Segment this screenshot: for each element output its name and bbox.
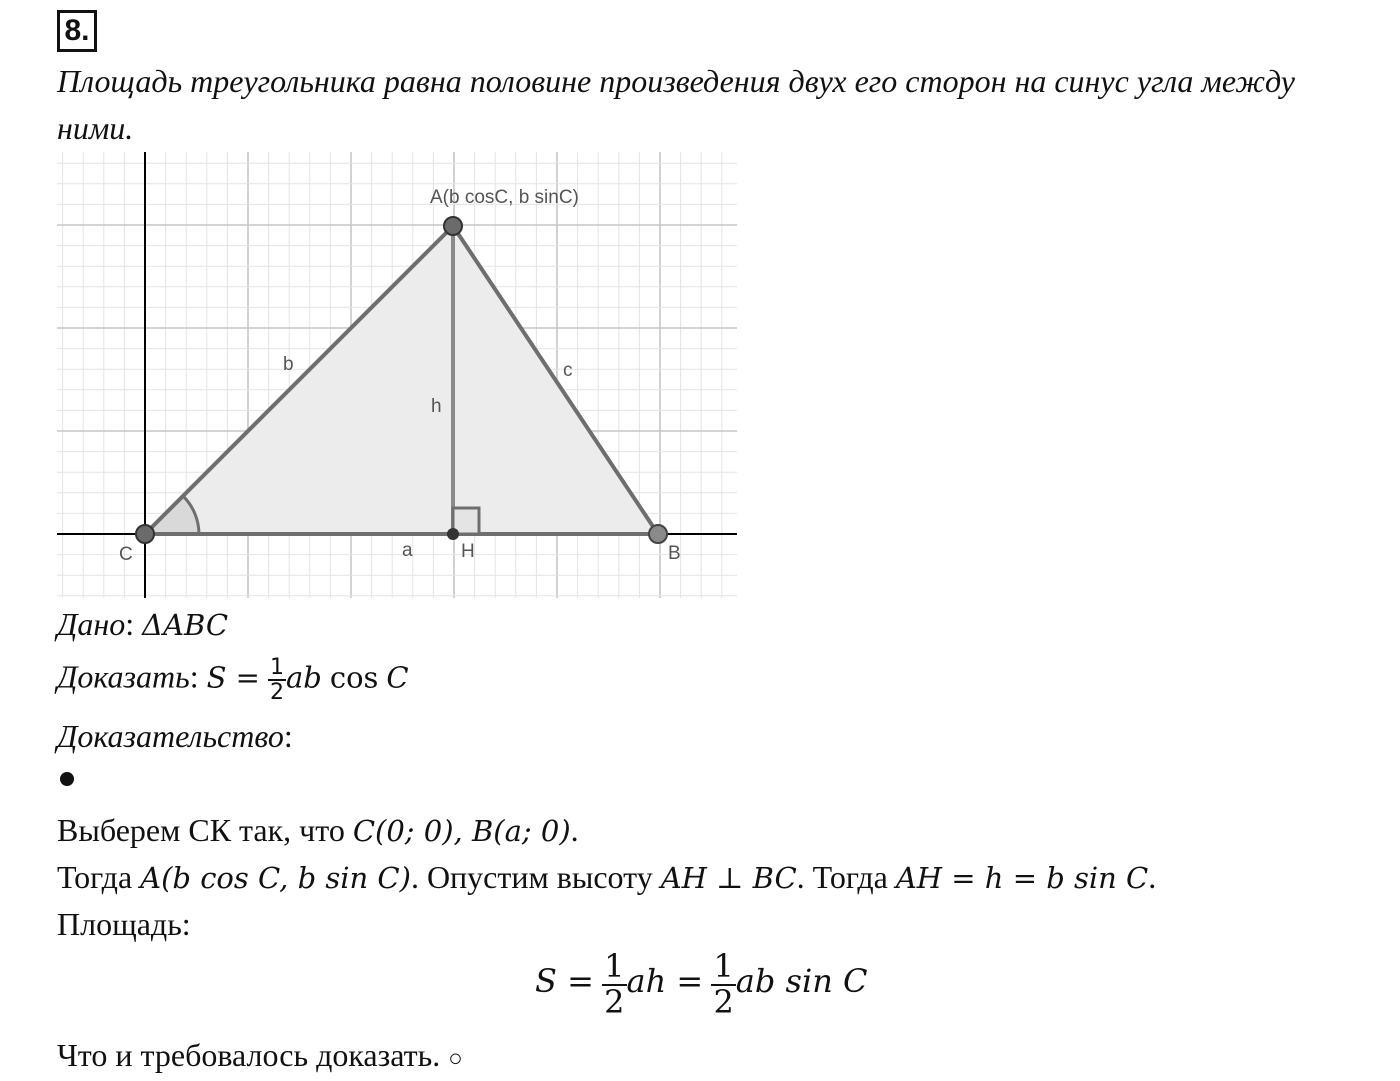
given-label: Дано: [57, 606, 126, 642]
prove-label: Доказать: [57, 658, 190, 695]
formula-frac1-den: 2: [604, 982, 625, 1021]
point-c: [136, 525, 154, 543]
prove-rhs-var: C: [386, 660, 409, 695]
point-b: [649, 525, 667, 543]
prove-line: [57, 656, 409, 704]
formula-frac2-den: 2: [713, 982, 734, 1021]
proof-line-1-text: Выберем СК так, что: [57, 812, 353, 848]
proof-line-2-text3: . Тогда: [796, 859, 896, 895]
bullet-icon: [60, 772, 74, 786]
prove-frac-den: 2: [269, 680, 284, 706]
formula-mid: ah =: [626, 962, 704, 1001]
prove-sep: :: [189, 658, 199, 695]
area-formula: [535, 947, 868, 1021]
problem-number: 8.: [57, 10, 97, 52]
label-h-side: h: [431, 396, 442, 417]
point-a: [444, 217, 462, 235]
label-c-point: C: [119, 544, 133, 565]
proof-line-2-math1: A(b cos C, b sin C): [140, 861, 411, 895]
given-sep: :: [125, 606, 135, 642]
label-b-side: b: [283, 354, 294, 375]
formula-fraction-2: [711, 947, 735, 1021]
given-value: ΔABC: [142, 608, 229, 642]
proof-heading-sep: :: [283, 718, 293, 754]
label-h-point: H: [461, 541, 475, 562]
label-c-side: c: [563, 360, 573, 381]
proof-line-2: [57, 857, 1156, 898]
conclusion-text: Что и требовалось доказать.: [57, 1037, 441, 1073]
prove-lhs: S =: [206, 660, 260, 695]
proof-heading: [57, 716, 293, 756]
triangle-fill: [145, 226, 658, 534]
given-line: [57, 604, 228, 645]
triangle-diagram: [57, 152, 737, 598]
proof-line-2-text2: . Опустим высоту: [410, 859, 661, 895]
label-a-side: a: [402, 540, 413, 561]
proof-heading-label: Доказательство: [57, 718, 284, 754]
proof-line-1: [57, 810, 579, 851]
formula-lhs: S =: [535, 962, 594, 1001]
proof-line-2-end: .: [1148, 859, 1157, 895]
proof-line-2-math2: AH ⊥ BC: [660, 861, 797, 895]
formula-rhs: ab sin C: [735, 962, 868, 1001]
prove-fraction: [268, 656, 286, 704]
point-h: [447, 528, 459, 540]
proof-line-3: [57, 904, 191, 944]
prove-frac-num: 1: [269, 655, 284, 680]
label-b-point: B: [668, 543, 681, 564]
qed-icon: ○: [448, 1046, 463, 1072]
formula-frac1-num: 1: [604, 947, 625, 985]
conclusion-line: [57, 1035, 463, 1079]
proof-line-2-text1: Тогда: [57, 859, 141, 895]
formula-fraction-1: [602, 947, 626, 1021]
prove-rhs-func: cos: [329, 660, 379, 695]
proof-line-2-math3: AH = h = b sin C: [895, 861, 1149, 895]
proof-line-1-end: .: [570, 812, 579, 848]
prove-rhs-italic: ab: [285, 660, 322, 695]
formula-frac2-num: 1: [713, 947, 734, 985]
label-a: A(b cosC, b sinC): [430, 187, 579, 208]
proof-line-3-text: Площадь:: [57, 906, 191, 942]
proof-line-1-math: C(0; 0), B(a; 0): [352, 814, 571, 848]
problem-statement: Площадь треугольника равна половине произведения двух его сторон на синус угла между ними.: [57, 63, 1295, 146]
